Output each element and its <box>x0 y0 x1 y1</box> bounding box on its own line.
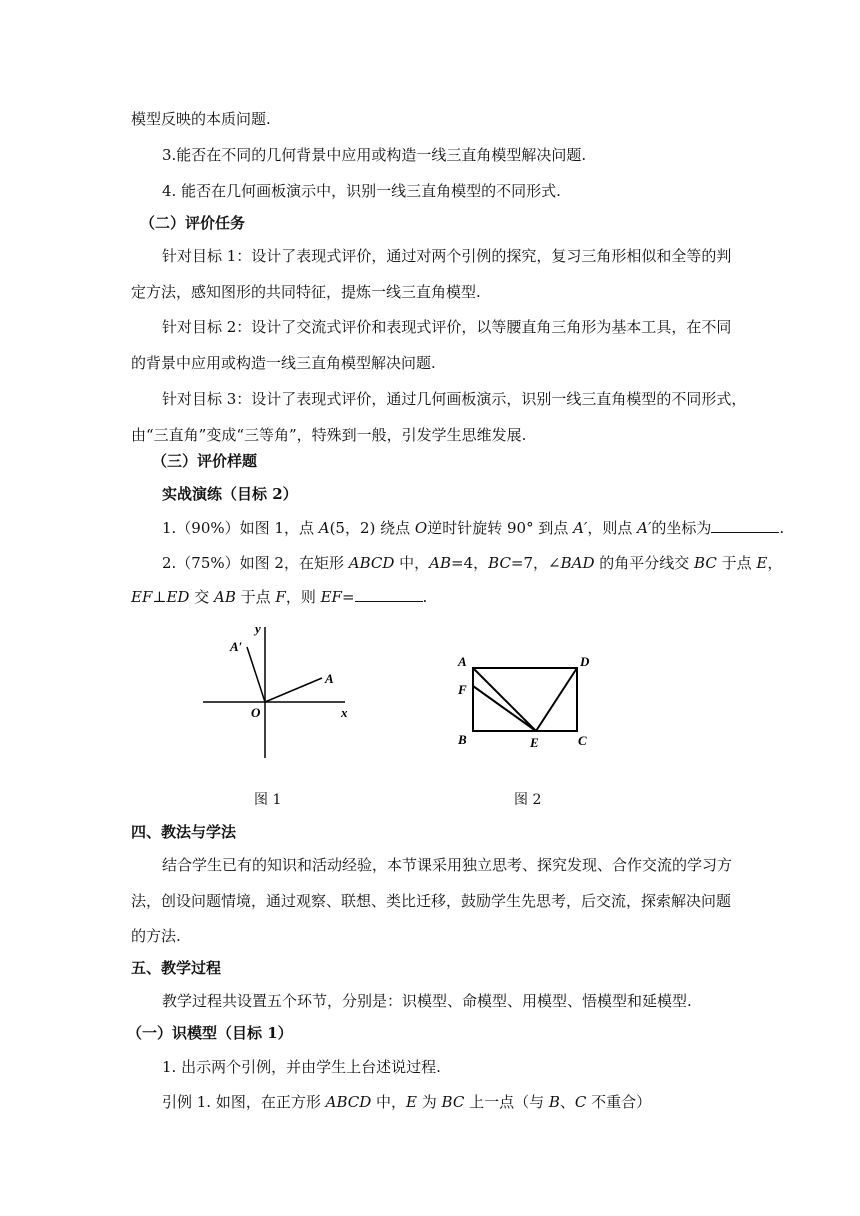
label-A-prime: A′ <box>230 639 243 654</box>
text-line: 模型反映的本质问题. <box>131 110 271 128</box>
text-line: 1. 出示两个引例，并由学生上台述说过程. <box>162 1058 441 1076</box>
text-line: 的方法. <box>131 927 181 945</box>
section-heading: 五、教学过程 <box>131 959 222 977</box>
segment-FE <box>473 686 536 731</box>
label-A: A <box>325 671 334 686</box>
figure-2 <box>450 650 600 764</box>
coordinate-plane-diagram <box>195 615 365 765</box>
text-line: 针对目标 3：设计了表现式评价，通过几何画板演示，识别一线三直角模型的不同形式， <box>162 390 747 408</box>
label-F: F <box>458 682 467 697</box>
label-E: E <box>530 735 539 750</box>
label-D: D <box>580 654 590 669</box>
label-x: x <box>341 705 348 720</box>
label-C: C <box>578 733 587 748</box>
text-line: 教学过程共设置五个环节，分别是：识模型、命模型、用模型、悟模型和延模型. <box>162 992 692 1010</box>
text-line: 针对目标 1：设计了表现式评价，通过对两个引例的探究，复习三角形相似和全等的判 <box>162 247 732 265</box>
text-line: 的背景中应用或构造一线三直角模型解决问题. <box>131 354 436 372</box>
section-heading: （三）评价样题 <box>152 452 258 470</box>
text-line: 结合学生已有的知识和活动经验，本节课采用独立思考、探究发现、合作交流的学习方 <box>162 856 733 874</box>
figure-1 <box>195 615 365 769</box>
label-y: y <box>255 621 261 636</box>
segment-OA <box>265 678 322 702</box>
segment-ED <box>536 668 577 731</box>
text-line: 针对目标 2：设计了交流式评价和表现式评价，以等腰直角三角形为基本工具，在不同 <box>162 318 732 336</box>
answer-blank <box>355 587 423 602</box>
segment-AE <box>473 668 536 731</box>
text-line: 3.能否在不同的几何背景中应用或构造一线三直角模型解决问题. <box>162 146 587 164</box>
section-heading: 四、教法与学法 <box>131 823 237 841</box>
segment-OA-prime <box>247 647 265 702</box>
rectangle-ABCD <box>473 668 577 731</box>
label-B: B <box>458 732 467 747</box>
figure-2-caption: 图 2 <box>514 792 542 808</box>
text-line: 由“三直角”变成“三等角”，特殊到一般，引发学生思维发展. <box>131 426 527 444</box>
example-1: 引例 1. 如图，在正方形 ABCD 中，E 为 BC 上一点（与 B、C 不重合） <box>162 1093 652 1111</box>
text-line: 4. 能否在几何画板演示中，识别一线三直角模型的不同形式. <box>162 182 561 200</box>
figure-1-caption: 图 1 <box>254 792 282 808</box>
text-line: 定方法，感知图形的共同特征，提炼一线三直角模型. <box>131 283 481 301</box>
section-heading: （二）评价任务 <box>140 214 246 232</box>
rectangle-diagram <box>450 650 600 760</box>
answer-blank <box>711 518 779 533</box>
section-heading: （一）识模型（目标 1） <box>127 1024 293 1042</box>
label-A: A <box>458 654 467 669</box>
question-2: 2.（75%）如图 2，在矩形 ABCD 中，AB=4，BC=7，∠BAD 的角平分线交 BC 于点 E， <box>162 554 783 572</box>
question-2-cont: EF⊥ED 交 AB 于点 F，则 EF= . <box>131 588 428 606</box>
text-line: 法，创设问题情境，通过观察、联想、类比迁移，鼓励学生先思考，后交流，探索解决问题 <box>131 892 732 910</box>
label-O: O <box>251 705 261 720</box>
section-heading: 实战演练（目标 2） <box>162 485 298 503</box>
question-1: 1.（90%）如图 1，点 A(5，2) 绕点 O逆时针旋转 90° 到点 A′，则点 A′的坐标为 . <box>162 519 785 537</box>
